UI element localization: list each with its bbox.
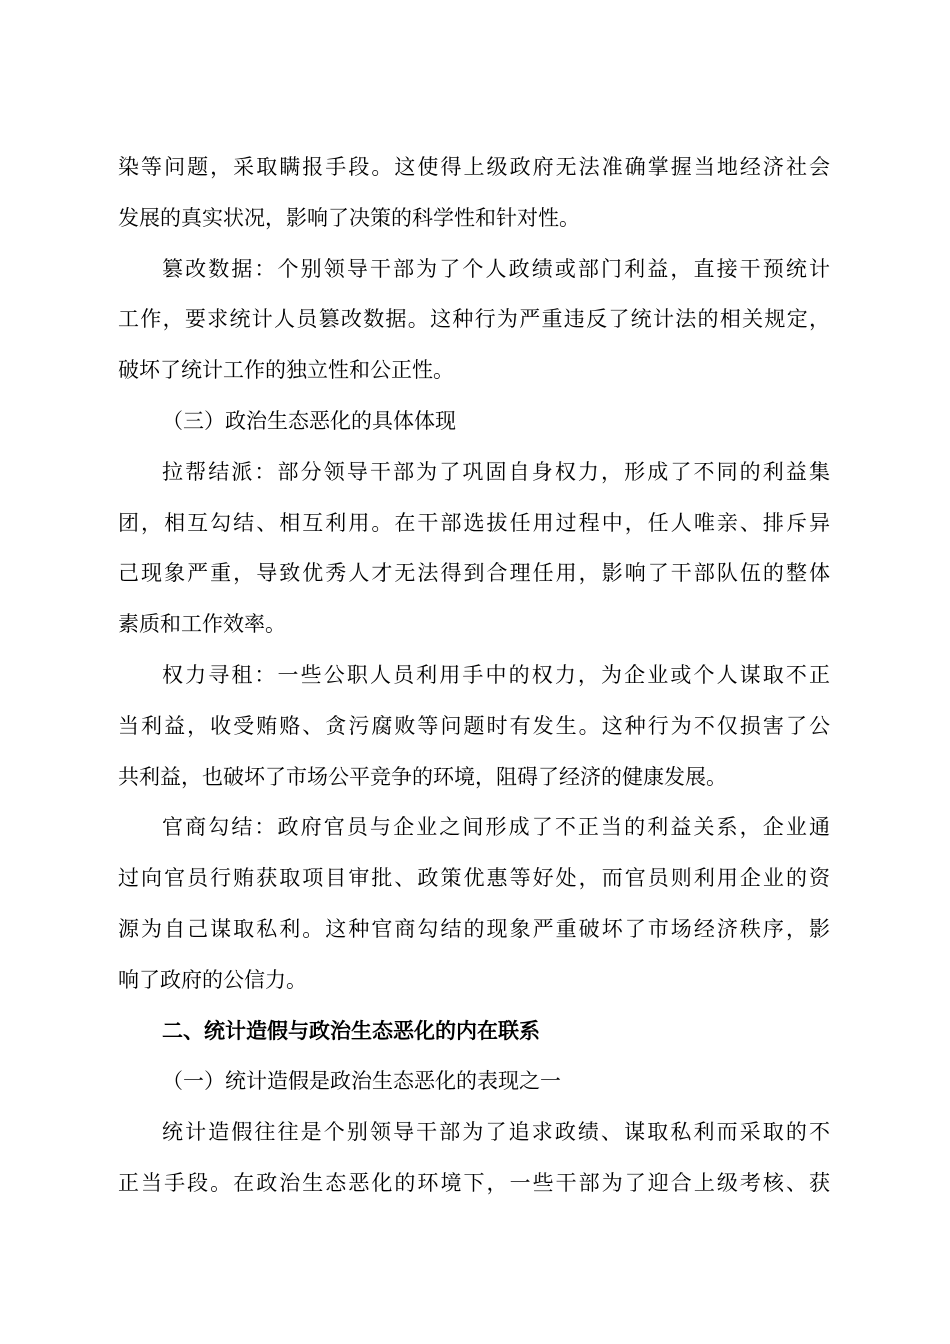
paragraph-line: 响了政府的公信力。 [118, 967, 307, 992]
paragraph-line: 拉帮结派：部分领导干部为了巩固自身权力，形成了不同的利益集 [162, 459, 830, 484]
paragraph-line: 破坏了统计工作的独立性和公正性。 [118, 358, 454, 383]
paragraph-line: 素质和工作效率。 [118, 612, 286, 637]
section-subheading: （一）统计造假是政治生态恶化的表现之一 [162, 1069, 561, 1094]
paragraph-line: 染等问题，采取瞒报手段。这使得上级政府无法准确掌握当地经济社会 [118, 155, 830, 179]
section-heading: 二、统计造假与政治生态恶化的内在联系 [162, 1018, 540, 1043]
paragraph-line: 正当手段。在政治生态恶化的环境下，一些干部为了迎合上级考核、获 [118, 1170, 830, 1195]
paragraph-line: 权力寻租：一些公职人员利用手中的权力，为企业或个人谋取不正 [162, 662, 830, 687]
section-subheading: （三）政治生态恶化的具体体现 [162, 408, 456, 433]
paragraph-line: 己现象严重，导致优秀人才无法得到合理任用，影响了干部队伍的整体 [118, 561, 830, 586]
paragraph-line: 共利益，也破坏了市场公平竞争的环境，阻碍了经济的健康发展。 [118, 764, 727, 789]
paragraph-line: 当利益，收受贿赂、贪污腐败等问题时有发生。这种行为不仅损害了公 [118, 713, 830, 738]
document-body [118, 142, 830, 1209]
paragraph-line: 官商勾结：政府官员与企业之间形成了不正当的利益关系，企业通 [162, 815, 830, 840]
paragraph-line: 团，相互勾结、相互利用。在干部选拔任用过程中，任人唯亲、排斥异 [118, 510, 830, 535]
paragraph-line: 源为自己谋取私利。这种官商勾结的现象严重破坏了市场经济秩序，影 [118, 916, 830, 941]
paragraph-line: 统计造假往往是个别领导干部为了追求政绩、谋取私利而采取的不 [162, 1120, 830, 1145]
paragraph-line: 篡改数据：个别领导干部为了个人政绩或部门利益，直接干预统计 [162, 256, 830, 281]
paragraph-line: 过向官员行贿获取项目审批、政策优惠等好处，而官员则利用企业的资 [118, 866, 830, 891]
paragraph-line: 发展的真实状况，影响了决策的科学性和针对性。 [118, 205, 580, 230]
paragraph-line: 工作，要求统计人员篡改数据。这种行为严重违反了统计法的相关规定， [118, 307, 830, 332]
